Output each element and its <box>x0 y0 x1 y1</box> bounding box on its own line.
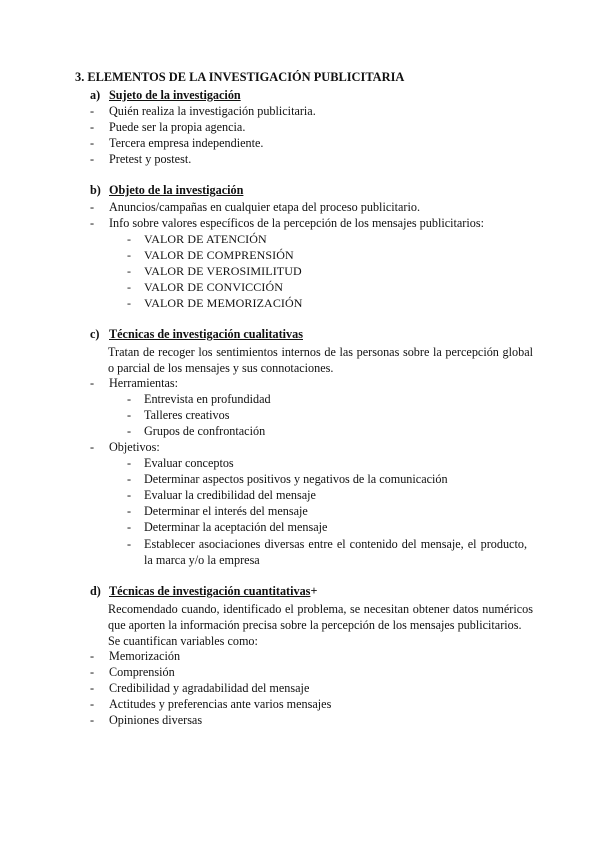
sub-list-item: - VALOR DE COMPRENSIÓN <box>127 248 294 262</box>
sub-list-item: - Establecer asociaciones diversas entre el contenido del mensaje, el producto, la marca y/o la empresa <box>127 537 527 567</box>
list-item: - Puede ser la propia agencia. <box>90 120 246 134</box>
sub-list-item: - VALOR DE MEMORIZACIÓN <box>127 296 303 310</box>
sub-list-item: - Grupos de confrontación <box>127 424 266 438</box>
sub-list-item: - Determinar la aceptación del mensaje <box>127 520 328 534</box>
list-item: - Tercera empresa independiente. <box>90 136 264 150</box>
sub-list-item: - Talleres creativos <box>127 408 230 422</box>
section-a-title: Sujeto de la investigación <box>109 88 241 102</box>
section-d-intro: Recomendado cuando, identificado el problema, se necesitan obtener datos numéricos que aporten la información precisa sobre la percepción de los mensajes publicitarios. <box>108 602 533 632</box>
list-item: - Opiniones diversas <box>90 713 203 727</box>
list-item: - Actitudes y preferencias ante varios mensajes <box>90 697 332 711</box>
sub-list-item: - Determinar aspectos positivos y negativos de la comunicación <box>127 472 448 486</box>
sub-list-item: - Determinar el interés del mensaje <box>127 504 308 518</box>
list-item: - Quién realiza la investigación publicitaria. <box>90 104 316 118</box>
list-item: - Memorización <box>90 649 181 663</box>
section-b-heading: b) Objeto de la investigación <box>90 183 244 197</box>
sub-list-item: - VALOR DE ATENCIÓN <box>127 232 267 246</box>
sub-list-item: - Evaluar conceptos <box>127 456 234 470</box>
section-d-title-suffix: + <box>310 584 318 598</box>
section-c-title: Técnicas de investigación cualitativas <box>109 327 303 341</box>
section-c-heading: c) Técnicas de investigación cualitativas <box>90 327 303 341</box>
sub-list-item: - VALOR DE VEROSIMILITUD <box>127 264 302 278</box>
list-item: - Objetivos: <box>90 440 160 454</box>
section-d-intro-2: Se cuantifican variables como: <box>108 634 258 648</box>
list-item: - Pretest y postest. <box>90 152 192 166</box>
list-item: - Comprensión <box>90 665 175 679</box>
section-d-title: Técnicas de investigación cuantitativas <box>109 584 311 598</box>
sub-list-item: - VALOR DE CONVICCIÓN <box>127 280 284 294</box>
list-item: - Credibilidad y agradabilidad del mensaje <box>90 681 310 695</box>
list-item: - Anuncios/campañas en cualquier etapa del proceso publicitario. <box>90 200 421 214</box>
list-item: - Herramientas: <box>90 376 179 390</box>
sub-list-item: - Entrevista en profundidad <box>127 392 271 406</box>
section-c-intro: Tratan de recoger los sentimientos internos de las personas sobre la percepción global o parcial de los mensajes y sus connotaciones. <box>108 345 533 375</box>
section-d-heading: d) Técnicas de investigación cuantitativas+ <box>90 584 318 598</box>
list-item: - Info sobre valores específicos de la percepción de los mensajes publicitarios: <box>90 216 484 230</box>
sub-list-item: - Evaluar la credibilidad del mensaje <box>127 488 316 502</box>
section-a-heading: a) Sujeto de la investigación <box>90 88 241 102</box>
section-b-title: Objeto de la investigación <box>109 183 244 197</box>
document-title: 3. ELEMENTOS DE LA INVESTIGACIÓN PUBLICITARIA <box>75 70 405 84</box>
